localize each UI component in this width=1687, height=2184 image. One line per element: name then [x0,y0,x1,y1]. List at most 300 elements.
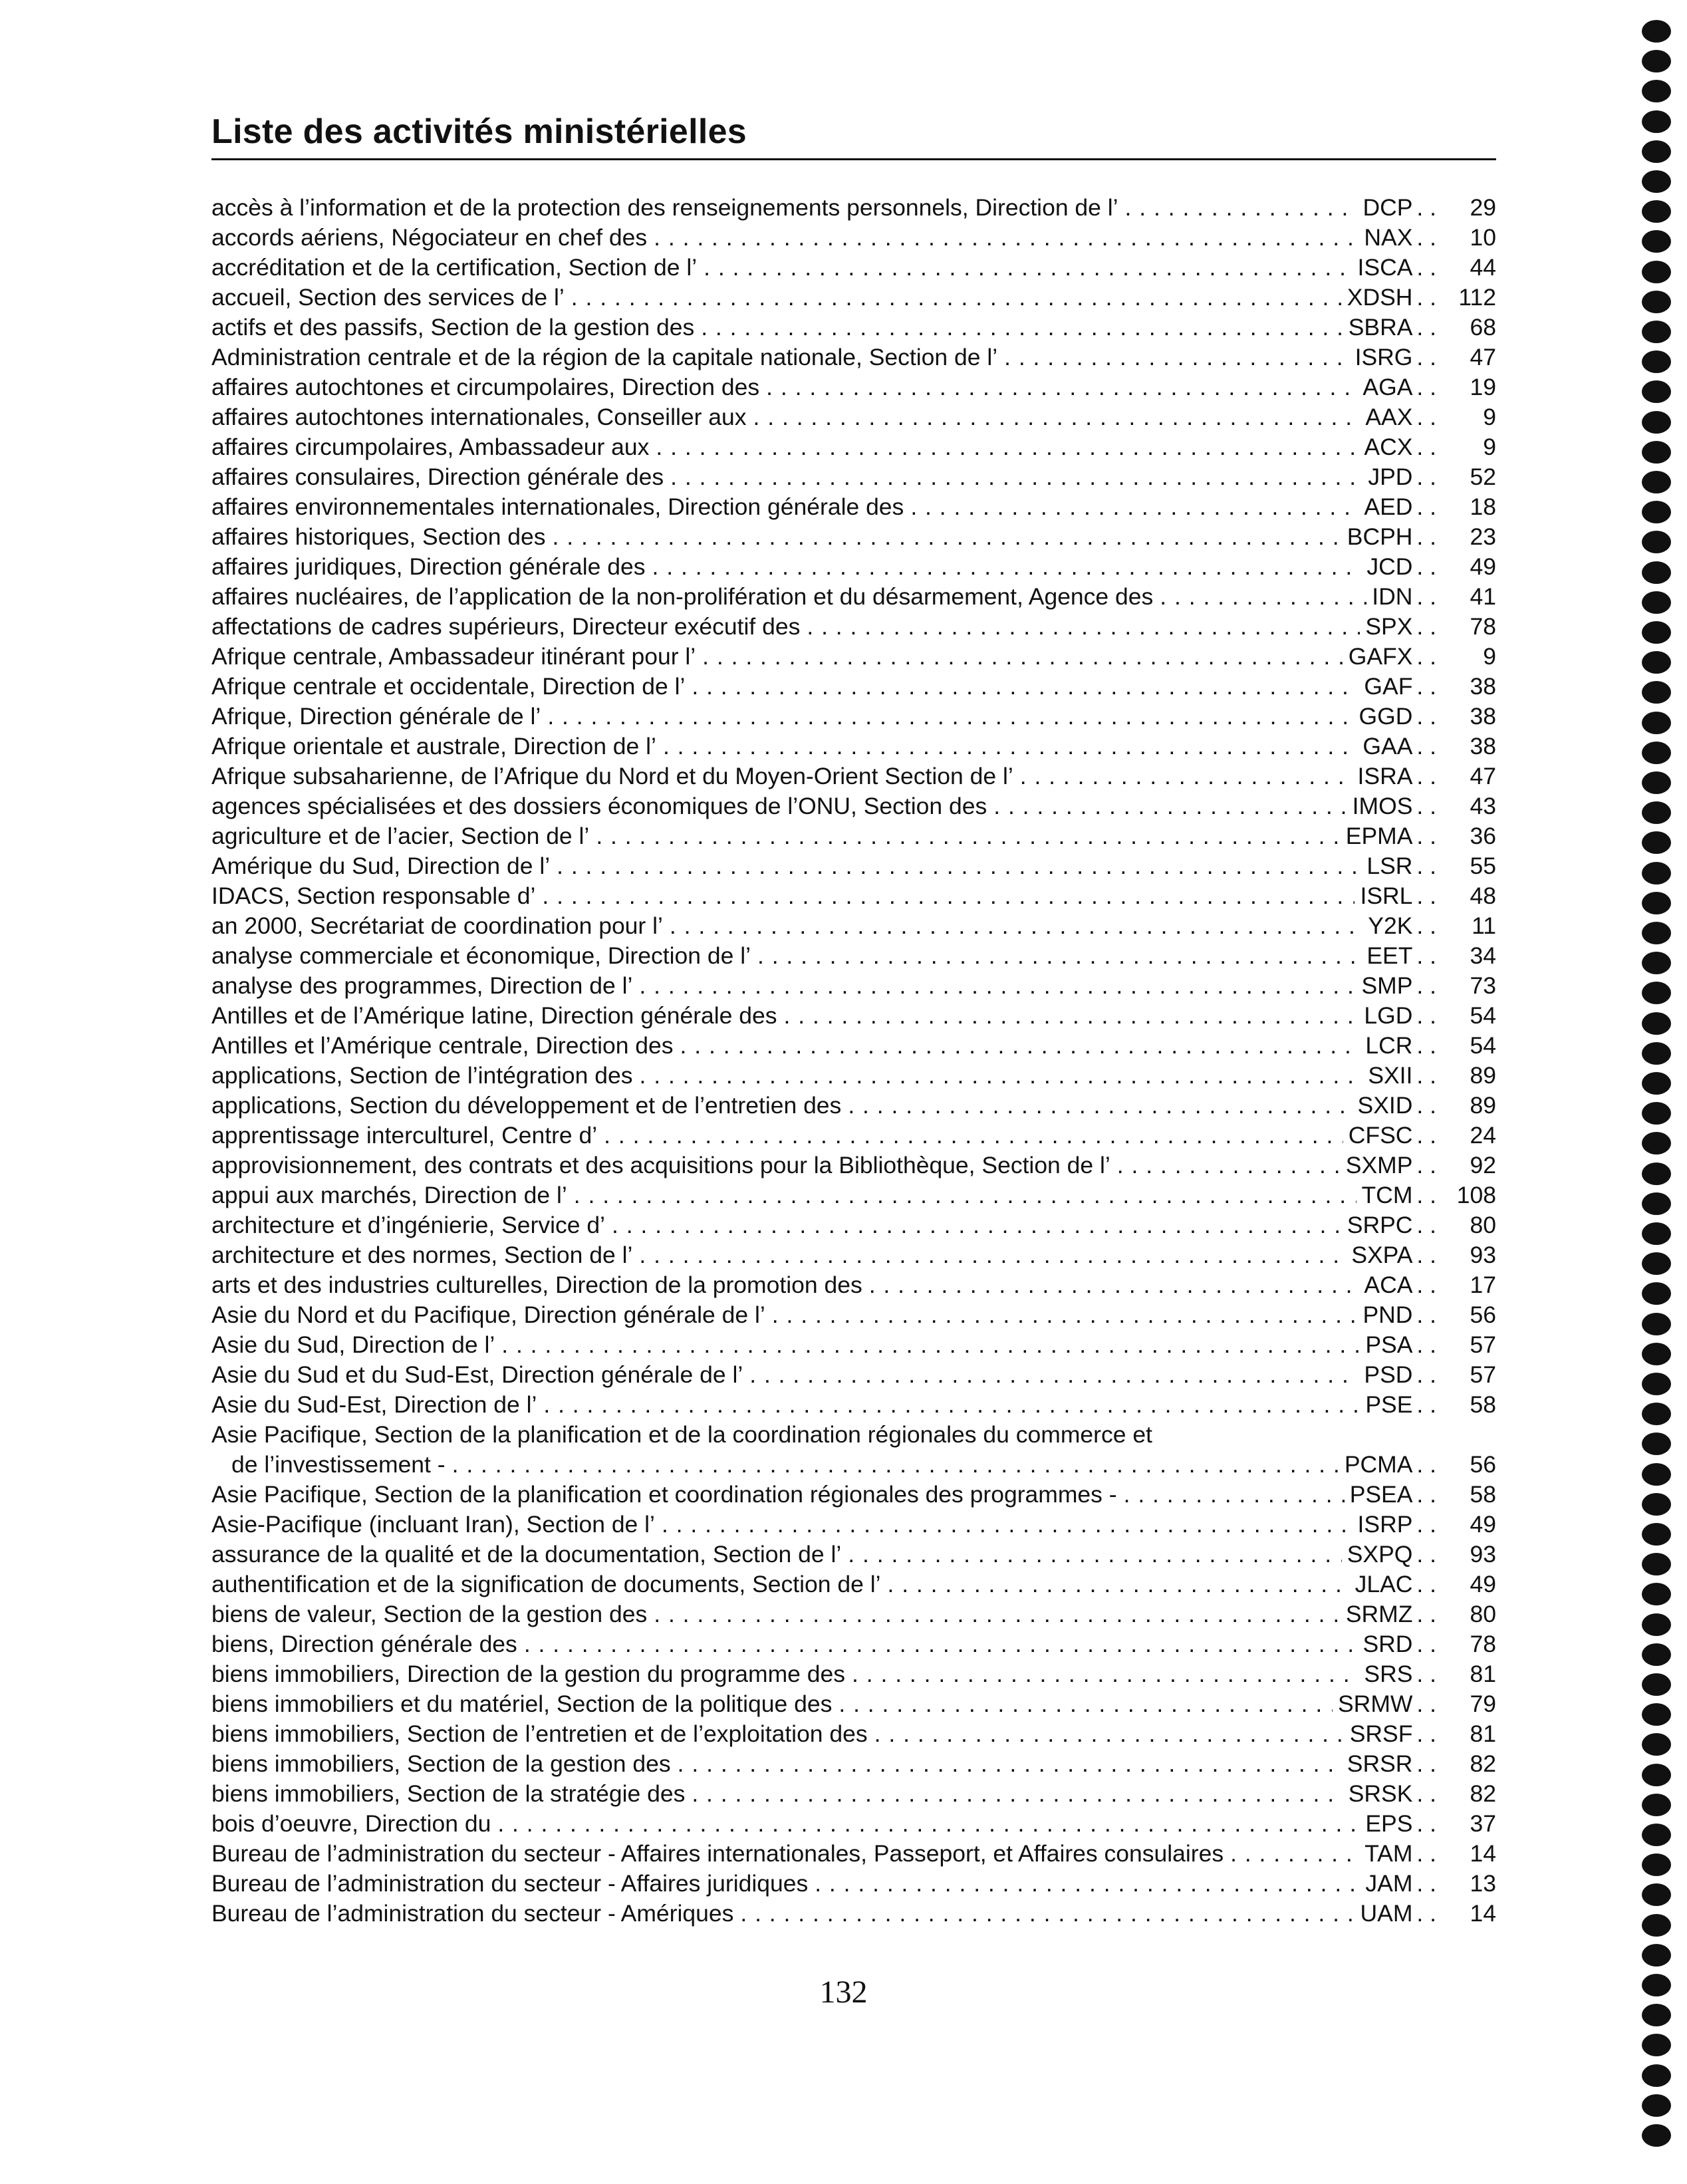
list-item [211,1749,1496,1779]
entry-label: Asie Pacifique, Section de la planification et coordination régionales des programmes - [211,1481,1117,1508]
dot-leader: . . [1416,673,1436,700]
entry-code: SRMZ [1345,1601,1413,1627]
entry-code: LCR [1365,1032,1413,1059]
entry-page: 38 [1470,703,1496,730]
list-item [211,1360,1496,1390]
dot-leader [839,1689,1333,1719]
entry-label: Afrique centrale, Ambassadeur itinérant pour l’ [211,643,696,670]
list-item [211,1570,1496,1599]
dot-leader [557,851,1361,881]
entry-label: Afrique orientale et australe, Direction de l’ [211,733,656,759]
binding-hole [1642,1493,1671,1516]
list-item [211,313,1496,342]
entry-label: Afrique centrale et occidentale, Direction de l’ [211,673,686,700]
entry-page: 13 [1470,1870,1496,1897]
dot-leader: . . [1416,613,1436,640]
dot-leader: . . [1416,643,1436,670]
list-item [211,881,1496,911]
binding-hole [1642,1282,1671,1305]
entry-code: JPD [1368,464,1413,490]
list-item [211,1390,1496,1420]
entry-code: PCMA [1344,1451,1413,1478]
dot-leader [452,1450,1339,1480]
dot-leader: . . [1416,1481,1436,1508]
binding-hole [1642,1192,1671,1215]
dot-leader: . . [1416,434,1436,460]
list-item [211,462,1496,492]
entry-label: an 2000, Secrétariat de coordination pour l’ [211,912,663,939]
list-item [211,1151,1496,1180]
entry-code: EPMA [1345,823,1413,849]
list-item [211,1330,1496,1360]
binding-hole [1642,1523,1671,1546]
dot-leader [497,1809,1360,1839]
entry-page: 49 [1470,1511,1496,1538]
list-item [211,283,1496,313]
dot-leader: . . [1416,284,1436,311]
dot-leader: . . [1416,194,1436,221]
binding-hole [1642,1252,1671,1275]
entry-code: SRPC [1347,1212,1413,1238]
list-item [211,372,1496,402]
binding-hole [1642,350,1671,373]
entry-label: biens immobiliers, Section de l’entretien et de l’exploitation des [211,1720,868,1747]
entry-label: Antilles et de l’Amérique latine, Direction générale des [211,1002,777,1029]
entry-label: architecture et des normes, Section de l’ [211,1242,633,1268]
list-item [211,1719,1496,1749]
binding-hole [1642,1673,1671,1696]
dot-leader [749,1360,1359,1390]
binding-hole [1642,831,1671,854]
dot-leader [663,732,1357,761]
binding-hole [1642,1583,1671,1605]
dot-leader: . . [1416,1212,1436,1238]
entry-page: 82 [1470,1750,1496,1777]
entry-page: 11 [1472,912,1496,939]
list-item [211,761,1496,791]
entry-label: affaires autochtones et circumpolaires, Direction des [211,374,760,400]
entry-page: 47 [1470,344,1496,370]
entry-page: 10 [1470,224,1496,251]
dot-leader: . . [1416,1810,1436,1837]
binding-hole [1642,1072,1671,1095]
binding-hole [1642,982,1671,1004]
list-item [211,1480,1496,1510]
entry-code: SRS [1364,1661,1413,1687]
entry-label: affaires juridiques, Direction générale des [211,553,646,580]
entry-label: agences spécialisées et des dossiers économiques de l’ONU, Section des [211,793,987,819]
entry-label: Amérique du Sud, Direction de l’ [211,853,551,879]
binding-hole [1642,1914,1671,1937]
dot-leader: . . [1416,1361,1436,1388]
entry-code: NAX [1364,224,1413,251]
entry-code: PSD [1364,1361,1413,1388]
list-item [211,1180,1496,1210]
page-title: Liste des activités ministérielles [211,112,747,151]
entry-code: SRD [1363,1631,1413,1657]
binding-hole [1642,1853,1671,1876]
entry-label: Asie du Sud, Direction de l’ [211,1331,495,1358]
list-item [211,1599,1496,1629]
dot-leader [670,462,1363,492]
entry-page: 48 [1470,883,1496,909]
dot-leader [639,1240,1346,1270]
list-item [211,791,1496,821]
binding-hole [1642,1403,1671,1425]
entry-page: 93 [1470,1242,1496,1268]
binding-hole [1642,892,1671,914]
list-item [211,732,1496,761]
dot-leader: . . [1416,1601,1436,1627]
entry-code: SPX [1365,613,1413,640]
entry-code: PSE [1365,1391,1413,1418]
entry-page: 19 [1470,374,1496,400]
entry-page: 49 [1470,1571,1496,1597]
dot-leader: . . [1416,733,1436,759]
list-item [211,582,1496,612]
dot-leader: . . [1416,912,1436,939]
dot-leader: . . [1416,464,1436,490]
dot-leader: . . [1416,1720,1436,1747]
entry-code: SXII [1368,1062,1413,1089]
entry-page: 17 [1470,1272,1496,1298]
dot-leader [604,1121,1343,1151]
entry-code: AED [1364,493,1413,520]
binding-hole [1642,742,1671,764]
list-item [211,941,1496,971]
entry-page: 9 [1483,643,1496,670]
entry-page: 38 [1470,733,1496,759]
entry-code: ISCA [1357,254,1413,281]
dot-leader: . . [1416,703,1436,730]
entry-code: JAM [1365,1870,1413,1897]
entry-code: SXPQ [1347,1541,1413,1568]
dot-leader: . . [1416,1750,1436,1777]
entry-label: IDACS, Section responsable d’ [211,883,536,909]
entry-page: 58 [1470,1481,1496,1508]
entry-label: applications, Section de l’intégration des [211,1062,633,1089]
binding-hole [1642,471,1671,493]
list-item [211,193,1496,223]
binding-hole [1642,1373,1671,1395]
dot-leader [993,791,1347,821]
entry-label: biens immobiliers et du matériel, Section de la politique des [211,1691,833,1717]
list-item [211,522,1496,552]
binding-hole [1642,1643,1671,1666]
binding-hole [1642,1162,1671,1185]
entry-label: apprentissage interculturel, Centre d’ [211,1122,598,1149]
binding-hole [1642,1944,1671,1967]
entry-label: actifs et des passifs, Section de la gestion des [211,314,695,341]
entry-page: 78 [1470,613,1496,640]
dot-leader: . . [1416,344,1436,370]
entry-label: Afrique, Direction générale de l’ [211,703,541,730]
dot-leader: . . [1416,1571,1436,1597]
list-item [211,402,1496,432]
entry-code: JLAC [1355,1571,1413,1597]
entry-page: 54 [1470,1032,1496,1059]
dot-leader: . . [1416,1541,1436,1568]
binding-hole [1642,1222,1671,1245]
entry-code: SBRA [1348,314,1413,341]
dot-leader: . . [1416,374,1436,400]
entry-code: PND [1363,1301,1413,1328]
entry-code: TAM [1364,1840,1413,1867]
entry-page: 41 [1470,583,1496,610]
dot-leader [740,1899,1355,1929]
binding-hole [1642,411,1671,434]
binding-hole [1642,801,1671,824]
entry-code: AGA [1363,374,1413,400]
entry-label: Bureau de l’administration du secteur - Affaires juridiques [211,1870,809,1897]
list-item [211,971,1496,1001]
entry-code: ISRG [1355,344,1413,370]
dot-leader: . . [1416,1301,1436,1328]
list-item [211,1270,1496,1300]
list-item [211,1510,1496,1540]
entry-label: biens de valeur, Section de la gestion des [211,1601,648,1627]
title-rule [211,158,1496,160]
list-item [211,612,1496,642]
entry-label: affaires historiques, Section des [211,523,546,550]
entry-label: accueil, Section des services de l’ [211,284,565,311]
dot-leader [547,702,1353,732]
entry-code: PSEA [1349,1481,1413,1508]
entry-code: Y2K [1368,912,1413,939]
entry-page: 108 [1456,1182,1496,1208]
binding-hole [1642,1132,1671,1155]
entry-page: 52 [1470,464,1496,490]
dot-leader: . . [1416,1511,1436,1538]
dot-leader: . . [1416,1242,1436,1268]
entry-code: JCD [1366,553,1413,580]
list-item [211,552,1496,582]
binding-hole [1642,80,1671,102]
list-item [211,1031,1496,1061]
entry-code: PSA [1365,1331,1413,1358]
entry-page: 38 [1470,673,1496,700]
binding-hole [1642,380,1671,403]
dot-leader [1020,761,1353,791]
binding-hole [1642,1613,1671,1636]
entry-page: 89 [1470,1092,1496,1119]
dot-leader: . . [1416,1122,1436,1149]
dot-leader [524,1629,1358,1659]
binding-hole [1642,291,1671,313]
entry-page: 43 [1470,793,1496,819]
entry-page: 9 [1483,434,1496,460]
entry-code: SXPA [1351,1242,1413,1268]
entry-page: 93 [1470,1541,1496,1568]
entry-label: architecture et d’ingénierie, Service d’ [211,1212,605,1238]
list-item [211,911,1496,941]
binding-hole [1642,771,1671,794]
dot-leader: . . [1416,1092,1436,1119]
list-item [211,253,1496,283]
binding-hole [1642,952,1671,974]
dot-leader: . . [1416,1002,1436,1029]
dot-leader: . . [1416,1062,1436,1089]
binding-hole [1642,1794,1671,1816]
binding-hole [1642,2034,1671,2056]
dot-leader [1124,1480,1345,1510]
dot-leader [678,1749,1342,1779]
entry-page: 34 [1470,942,1496,969]
binding-hole [1642,1824,1671,1846]
entry-code: ISRL [1360,883,1413,909]
entry-page: 89 [1470,1062,1496,1089]
dot-leader [571,283,1342,313]
entry-code: GGD [1359,703,1413,730]
dot-leader [869,1270,1359,1300]
entry-code: SRMW [1338,1691,1413,1717]
binding-hole [1642,441,1671,464]
entry-label: Asie du Nord et du Pacifique, Direction générale de l’ [211,1301,765,1328]
entry-code: IDN [1372,583,1413,610]
entry-label: Bureau de l’administration du secteur - Amériques [211,1900,734,1927]
entry-page: 9 [1483,404,1496,430]
dot-leader: . . [1416,224,1436,251]
list-item [211,672,1496,702]
dot-leader [692,672,1359,702]
entry-code: AAX [1365,404,1413,430]
entry-page: 44 [1470,254,1496,281]
binding-hole [1642,591,1671,614]
dot-leader [784,1001,1359,1031]
binding-hole [1642,20,1671,43]
dot-leader: . . [1416,1900,1436,1927]
binding-hole [1642,1042,1671,1065]
dot-leader [612,1210,1342,1240]
binding-hole [1642,2094,1671,2117]
entry-page: 14 [1470,1840,1496,1867]
entry-label: arts et des industries culturelles, Direction de la promotion des [211,1272,862,1298]
dot-leader: . . [1416,763,1436,789]
entry-page: 49 [1470,553,1496,580]
dot-leader: . . [1416,1870,1436,1897]
entry-label: affectations de cadres supérieurs, Directeur exécutif des [211,613,801,640]
binding-hole [1642,321,1671,343]
entry-code: LSR [1366,853,1413,879]
dot-leader [640,1061,1363,1091]
dot-leader: . . [1416,314,1436,341]
entry-code: XDSH [1347,284,1413,311]
entry-code: ISRA [1357,763,1413,789]
entry-label: applications, Section du développement et de l’entretien des [211,1092,842,1119]
entry-label: Asie du Sud et du Sud-Est, Direction générale de l’ [211,1361,743,1388]
entry-code: GAF [1364,673,1413,700]
dot-leader [639,971,1356,1001]
entry-label: agriculture et de l’acier, Section de l’ [211,823,590,849]
dot-leader: . . [1416,942,1436,969]
entry-page: 29 [1470,194,1496,221]
list-item [211,1540,1496,1570]
dot-leader [542,881,1355,911]
entry-page: 36 [1470,823,1496,849]
dot-leader [1117,1151,1341,1180]
dot-leader [574,1180,1357,1210]
list-item [211,1240,1496,1270]
dot-leader [692,1779,1343,1809]
dot-leader: . . [1416,1840,1436,1867]
list-item [211,1659,1496,1689]
entry-code: SRSR [1347,1750,1413,1777]
entry-code: SXID [1357,1092,1413,1119]
entry-label: Antilles et l’Amérique centrale, Direction des [211,1032,674,1059]
binding-hole [1642,1313,1671,1335]
binding-hole [1642,261,1671,283]
entry-label: Asie du Sud-Est, Direction de l’ [211,1391,537,1418]
binding-hole [1642,862,1671,885]
entry-page: 56 [1470,1451,1496,1478]
list-item [211,1839,1496,1869]
dot-leader: . . [1416,972,1436,999]
entry-code: SMP [1361,972,1413,999]
entry-code: DCP [1363,194,1413,221]
entry-code: BCPH [1347,523,1413,550]
dot-leader [702,642,1343,672]
entry-page: 47 [1470,763,1496,789]
entry-code: SXMP [1345,1152,1413,1178]
entry-page: 80 [1470,1601,1496,1627]
entry-label: bois d’oeuvre, Direction du [211,1810,491,1837]
list-item [211,821,1496,851]
list-item [211,702,1496,732]
entry-label: affaires circumpolaires, Ambassadeur aux [211,434,650,460]
entry-code: ISRP [1357,1511,1413,1538]
list-item [211,1629,1496,1659]
binding-hole [1642,1463,1671,1486]
entry-page: 54 [1470,1002,1496,1029]
list-item [211,492,1496,522]
dot-leader [1004,342,1350,372]
binding-hole [1642,1883,1671,1906]
list-item [211,851,1496,881]
entry-label: accès à l’information et de la protection des renseignements personnels, Direction de l’ [211,194,1118,221]
entry-label: appui aux marchés, Direction de l’ [211,1182,567,1208]
dot-leader: . . [1416,853,1436,879]
entry-label: analyse des programmes, Direction de l’ [211,972,633,999]
entry-page: 73 [1470,972,1496,999]
entry-label: Administration centrale et de la région de la capitale nationale, Section de l’ [211,344,998,370]
entry-page: 79 [1470,1691,1496,1717]
list-item [211,1420,1496,1450]
entry-label: analyse commerciale et économique, Direction de l’ [211,942,751,969]
dot-leader [501,1330,1360,1360]
dot-leader: . . [1416,1661,1436,1687]
entry-label: Afrique subsaharienne, de l’Afrique du Nord et du Moyen-Orient Section de l’ [211,763,1013,789]
entry-page: 24 [1470,1122,1496,1149]
binding-hole [1642,681,1671,704]
dot-leader: . . [1416,1691,1436,1717]
dot-leader: . . [1416,583,1436,610]
entry-code: SRSF [1349,1720,1413,1747]
list-item [211,1869,1496,1899]
entry-label: Asie Pacifique, Section de la planification et de la coordination régionales du commerce et [211,1421,1152,1448]
dot-leader: . . [1416,1032,1436,1059]
entry-page: 56 [1470,1301,1496,1328]
dot-leader: . . [1416,1391,1436,1418]
list-item [211,432,1496,462]
dot-leader: . . [1416,553,1436,580]
entry-page: 14 [1470,1900,1496,1927]
dot-leader [670,911,1363,941]
dot-leader: . . [1416,254,1436,281]
entry-label: biens immobiliers, Section de la gestion des [211,1750,671,1777]
entry-code: ACX [1364,434,1413,460]
binding-hole [1642,1553,1671,1575]
dot-leader [766,372,1357,402]
